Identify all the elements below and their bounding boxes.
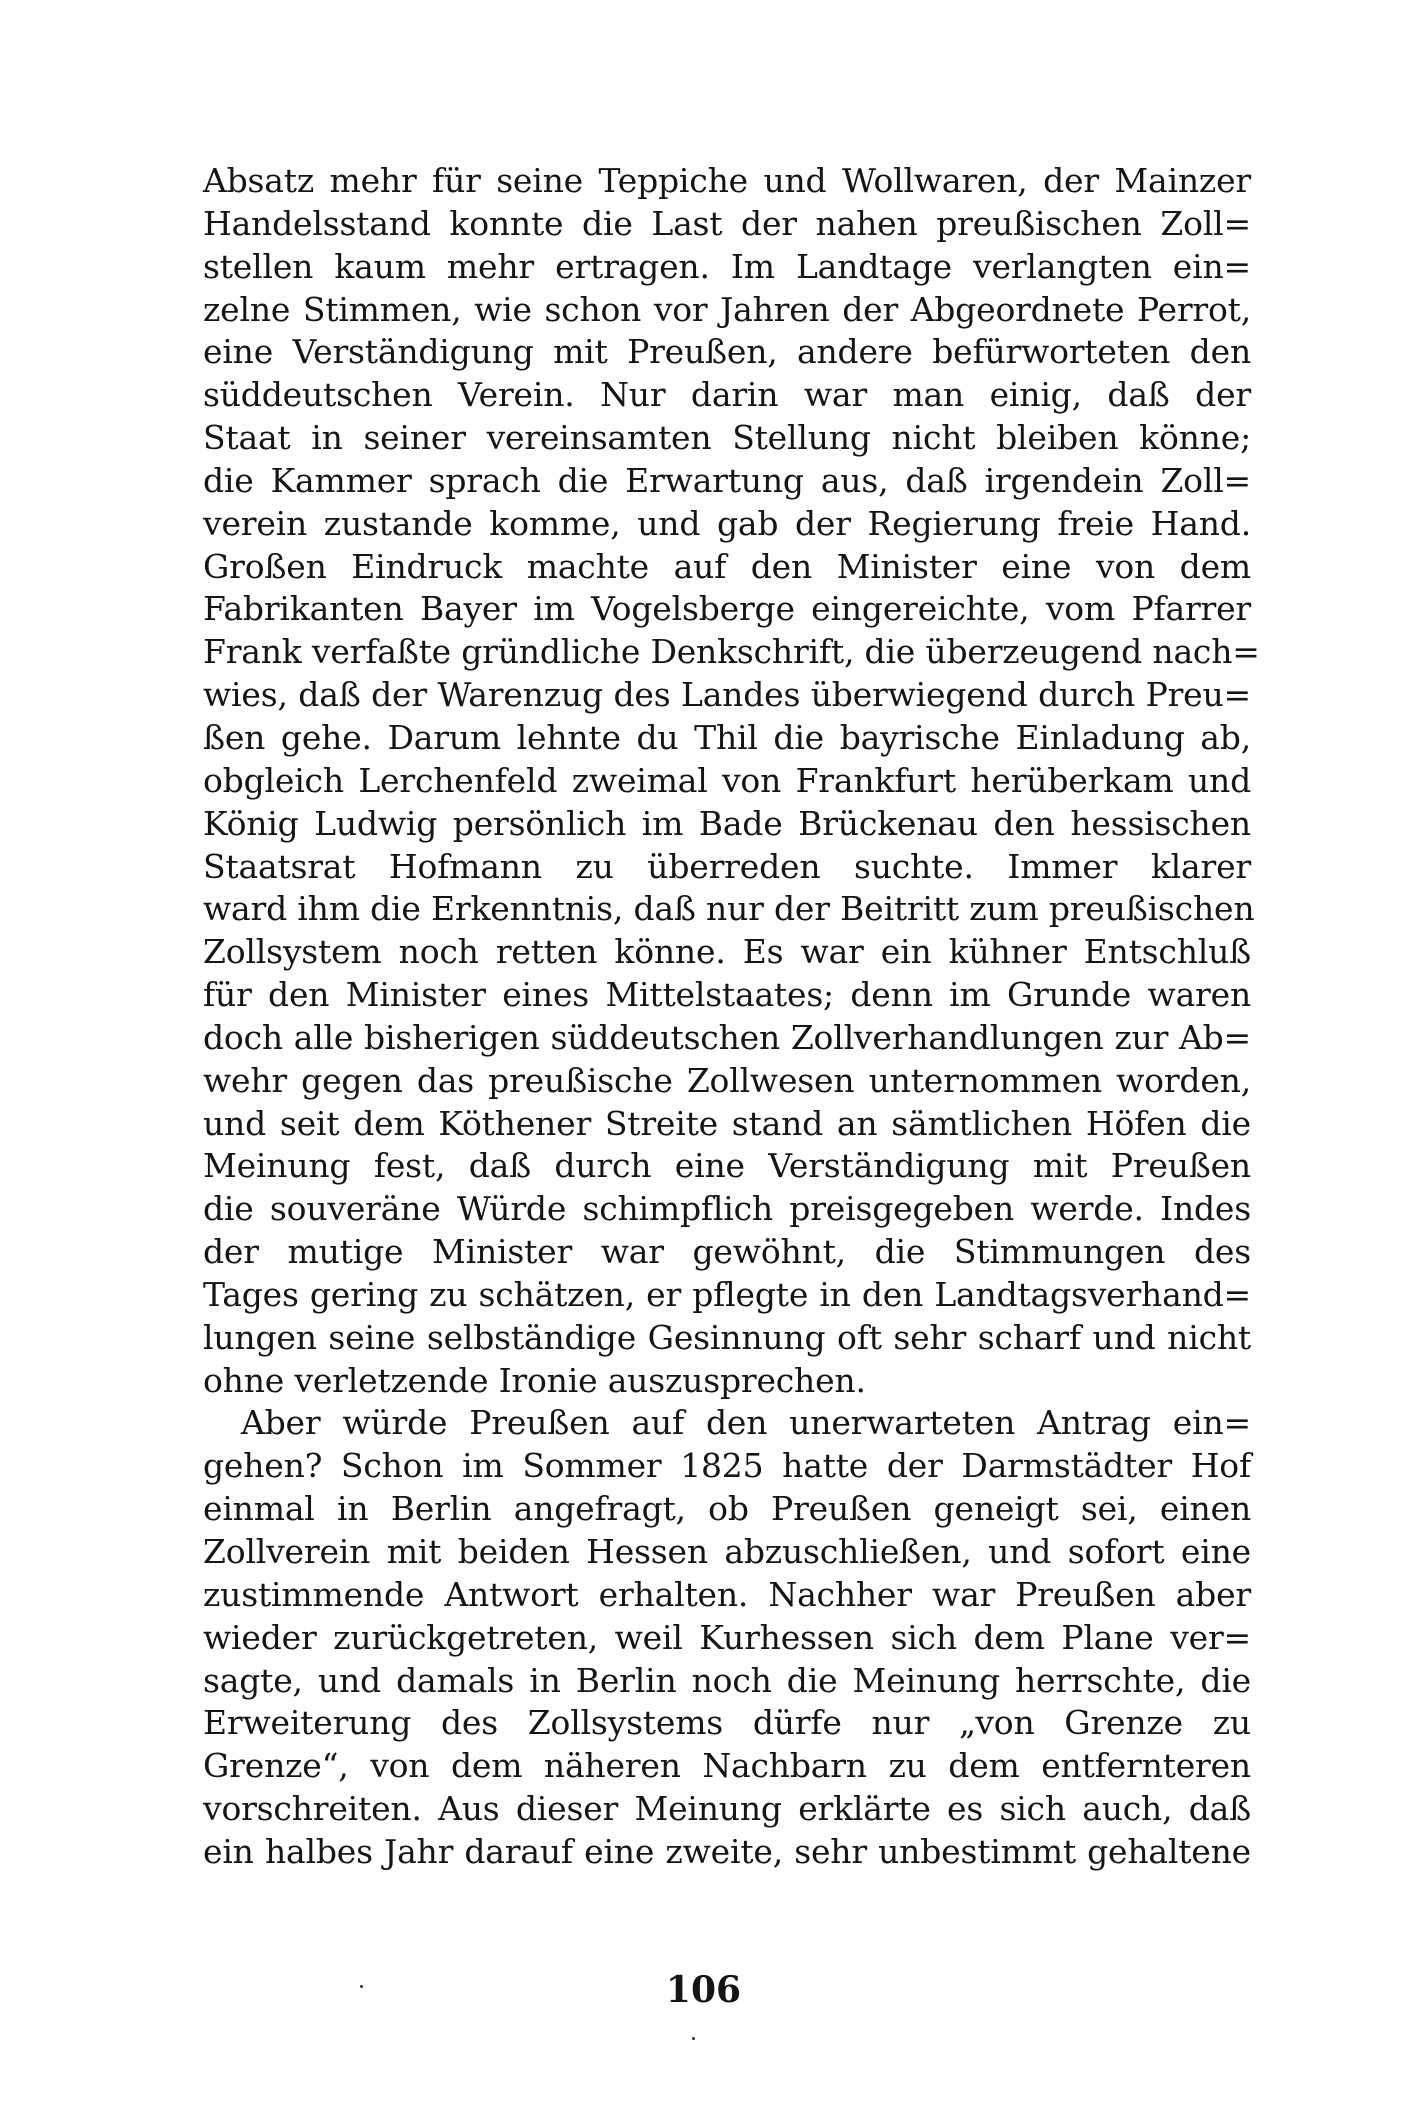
text-line: ein halbes Jahr darauf eine zweite, sehr unbestimmt gehaltene xyxy=(203,1831,1251,1871)
print-speck xyxy=(692,2037,695,2040)
text-line: und seit dem Köthener Streite stand an sämtlichen Höfen die xyxy=(203,1103,1251,1143)
text-line: die souveräne Würde schimpflich preisgegeben werde. Indes xyxy=(203,1189,1251,1229)
text-line: Meinung fest, daß durch eine Verständigung mit Preußen xyxy=(203,1146,1251,1186)
text-line: stellen kaum mehr ertragen. Im Landtage verlangten ein= xyxy=(203,246,1251,286)
text-line: sagte, und damals in Berlin noch die Meinung herrschte, die xyxy=(203,1660,1251,1700)
text-line: Tages gering zu schätzen, er pflegte in den Landtagsverhand= xyxy=(203,1274,1251,1314)
text-line: zustimmende Antwort erhalten. Nachher war Preußen aber xyxy=(203,1574,1251,1614)
text-line: wehr gegen das preußische Zollwesen unternommen worden, xyxy=(203,1060,1251,1100)
text-line: Erweiterung des Zollsystems dürfe nur „von Grenze zu xyxy=(203,1703,1251,1743)
text-line: zelne Stimmen, wie schon vor Jahren der Abgeordnete Perrot, xyxy=(203,289,1251,329)
text-line: der mutige Minister war gewöhnt, die Stimmungen des xyxy=(203,1232,1251,1272)
text-line: Staat in seiner vereinsamten Stellung nicht bleiben könne; xyxy=(203,418,1251,458)
text-line: Fabrikanten Bayer im Vogelsberge eingereichte, vom Pfarrer xyxy=(203,589,1251,629)
text-line: ßen gehe. Darum lehnte du Thil die bayrische Einladung ab, xyxy=(203,717,1251,757)
text-line: Zollsystem noch retten könne. Es war ein kühner Entschluß xyxy=(203,932,1251,972)
text-line: doch alle bisherigen süddeutschen Zollverhandlungen zur Ab= xyxy=(203,1017,1251,1057)
text-line: die Kammer sprach die Erwartung aus, daß irgendein Zoll= xyxy=(203,460,1251,500)
text-line: Frank verfaßte gründliche Denkschrift, die überzeugend nach= xyxy=(203,632,1260,672)
text-line: Handelsstand konnte die Last der nahen preußischen Zoll= xyxy=(203,203,1251,243)
text-line: für den Minister eines Mittelstaates; denn im Grunde waren xyxy=(203,975,1251,1015)
text-line: gehen? Schon im Sommer 1825 hatte der Darmstädter Hof xyxy=(203,1446,1251,1486)
text-line: verein zustande komme, und gab der Regierung freie Hand. xyxy=(203,503,1251,543)
text-line: Staatsrat Hofmann zu überreden suchte. Immer klarer xyxy=(203,846,1251,886)
text-line: wieder zurückgetreten, weil Kurhessen sich dem Plane ver= xyxy=(203,1617,1251,1657)
text-line: König Ludwig persönlich im Bade Brückenau den hessischen xyxy=(203,803,1251,843)
text-line: ward ihm die Erkenntnis, daß nur der Beitritt zum preußischen xyxy=(203,889,1255,929)
page-number: 106 xyxy=(665,1969,742,2011)
text-line: Grenze“, von dem näheren Nachbarn zu dem entfernteren xyxy=(203,1746,1251,1786)
text-line: Absatz mehr für seine Teppiche und Wollwaren, der Mainzer xyxy=(203,161,1251,200)
text-line: obgleich Lerchenfeld zweimal von Frankfurt herüberkam und xyxy=(203,760,1251,800)
text-line: wies, daß der Warenzug des Landes überwiegend durch Preu= xyxy=(203,675,1251,715)
paragraph-end-line: ohne verletzende Ironie auszusprechen. xyxy=(203,1360,866,1400)
text-line: süddeutschen Verein. Nur darin war man einig, daß der xyxy=(203,375,1251,415)
text-line: lungen seine selbständige Gesinnung oft sehr scharf und nicht xyxy=(203,1317,1251,1357)
text-line: eine Verständigung mit Preußen, andere befürworteten den xyxy=(203,332,1251,372)
text-line: Zollverein mit beiden Hessen abzuschließen, und sofort eine xyxy=(203,1532,1251,1571)
print-speck xyxy=(360,1985,363,1988)
text-line: vorschreiten. Aus dieser Meinung erklärte es sich auch, daß xyxy=(203,1789,1251,1829)
body-text xyxy=(203,160,1260,1874)
text-line: Großen Eindruck machte auf den Minister eine von dem xyxy=(203,546,1251,586)
paragraph-start-line: Aber würde Preußen auf den unerwarteten Antrag ein= xyxy=(241,1403,1251,1443)
text-line: einmal in Berlin angefragt, ob Preußen geneigt sei, einen xyxy=(203,1489,1251,1529)
